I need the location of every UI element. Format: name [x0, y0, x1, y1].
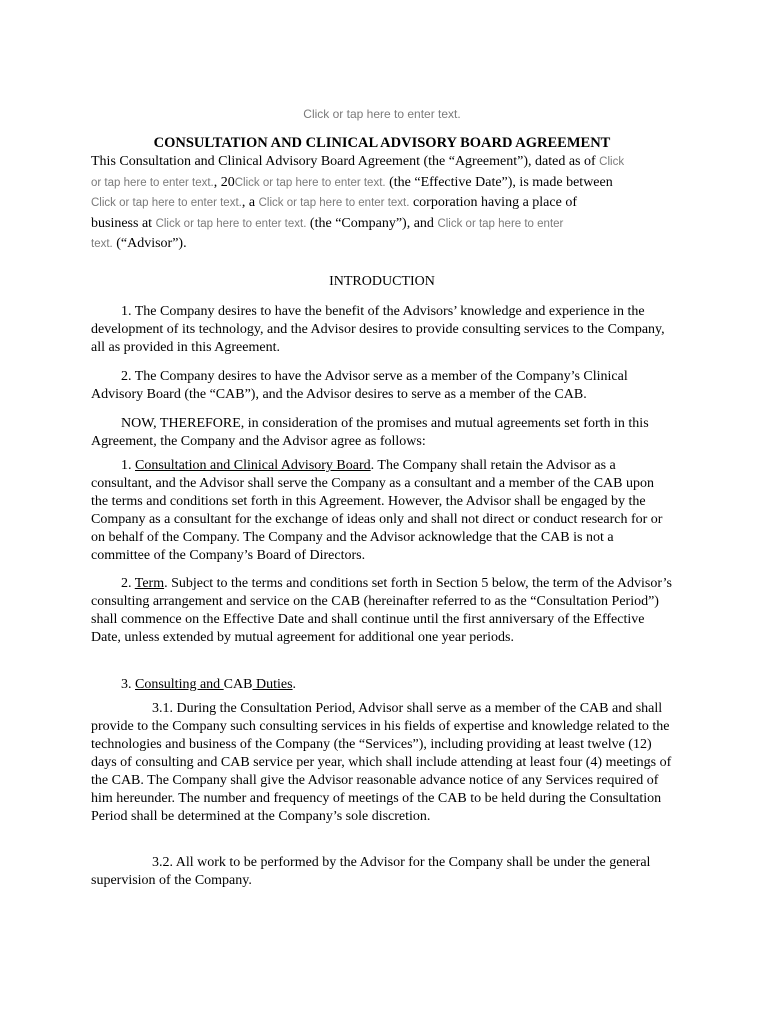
- section-3-title: Duties: [252, 677, 293, 692]
- recital-2: 2. The Company desires to have the Advisor serve as a member of the Company’s Clinical Advisory Board (the “CAB”), and the Advisor desires to serve as a member of the CAB.: [91, 369, 628, 402]
- preamble-text: , a: [241, 195, 259, 210]
- preamble-text: (“Advisor”).: [112, 236, 187, 251]
- section-1-title: Consultation and Clinical Advisory Board: [135, 458, 371, 473]
- preamble-text: (the “Effective Date”), is made between: [385, 174, 613, 190]
- recital-1: 1. The Company desires to have the benefit of the Advisors’ knowledge and experience in the development of its technology, and the Advisor desires to provide consulting services to the Company, all as provided in this Agreement.: [91, 304, 665, 355]
- section-3-title: .: [292, 677, 297, 692]
- section-3-title: CAB: [223, 677, 253, 692]
- preamble-text: , 20: [213, 174, 235, 190]
- advisor-name-placeholder-field[interactable]: Click or tap here to enter: [437, 217, 564, 230]
- section-2: [91, 575, 673, 647]
- section-2-title: Term: [134, 576, 165, 591]
- section-3-heading: [91, 676, 673, 694]
- section-3-2: 3.2. All work to be performed by the Advisor for the Company shall be under the general supervision of the Company.: [91, 855, 651, 888]
- advisor-name-placeholder-field-cont[interactable]: text.: [91, 238, 113, 250]
- preamble-text: This Consultation and Clinical Advisory Board Agreement (the “Agreement”), dated as of: [91, 154, 600, 169]
- year-placeholder-field[interactable]: Click or tap here to enter text.: [234, 176, 386, 189]
- section-number: 3.: [121, 677, 135, 692]
- date-placeholder-field-cont[interactable]: or tap here to enter text.: [91, 176, 214, 189]
- section-1-body: . The Company shall retain the Advisor as a consultant, and the Advisor shall serve the Company as a consultant and a member of the CAB upon the terms and conditions set forth in this Agreement. However, the Advisor shall be engaged by the Company as a consultant for the exchange of ideas only and shall not direct or conduct research for or on behalf of the Company. The Company and the Advisor acknowledge that the CAB is not a committee of the Company’s Board of Directors.: [91, 458, 663, 563]
- address-placeholder-field[interactable]: Click or tap here to enter text.: [155, 217, 307, 230]
- state-placeholder-field[interactable]: Click or tap here to enter text.: [258, 197, 410, 209]
- section-number: 2.: [121, 576, 135, 591]
- preamble-text: business at: [91, 215, 156, 231]
- date-placeholder-field[interactable]: Click: [599, 156, 625, 168]
- section-3-title: Consulting and: [135, 677, 224, 692]
- document-title: CONSULTATION AND CLINICAL ADVISORY BOARD AGREEMENT: [153, 135, 611, 151]
- section-2-body: . Subject to the terms and conditions set forth in Section 5 below, the term of the Advisor’s consulting arrangement and service on the CAB (hereinafter referred to as the “Consultation Period”) shall commence on the Effective Date and shall continue until the first anniversary of the Effective Date, unless extended by mutual agreement for additional one year periods.: [91, 576, 672, 645]
- section-number: 1.: [121, 458, 135, 473]
- section-3-1: 3.1. During the Consultation Period, Advisor shall serve as a member of the CAB and shall provide to the Company such consulting services in his fields of expertise and knowledge related to the technologies and business of the Company (the “Services”), including providing at least twelve (12) days of consulting and CAB service per year, which shall include attending at least four (4) meetings of the CAB. The Company shall give the Advisor reasonable advance notice of any Services required of him hereunder. The number and frequency of meetings of the CAB to be held during the Consultation Period shall be determined at the Company’s sole discretion.: [91, 701, 672, 824]
- preamble-text: (the “Company”), and: [306, 215, 438, 231]
- preamble-paragraph: [91, 152, 673, 255]
- now-therefore-clause: NOW, THEREFORE, in consideration of the promises and mutual agreements set forth in this Agreement, the Company and the Advisor agree as follows:: [91, 416, 649, 449]
- preamble-text: corporation having a place of: [409, 195, 577, 210]
- company-name-placeholder-field[interactable]: Click or tap here to enter text.: [91, 197, 242, 209]
- placeholder-text[interactable]: Click or tap here to enter text.: [303, 107, 461, 121]
- section-1: [91, 457, 673, 565]
- top-placeholder-field[interactable]: [91, 105, 673, 124]
- section-heading-introduction: INTRODUCTION: [329, 274, 435, 289]
